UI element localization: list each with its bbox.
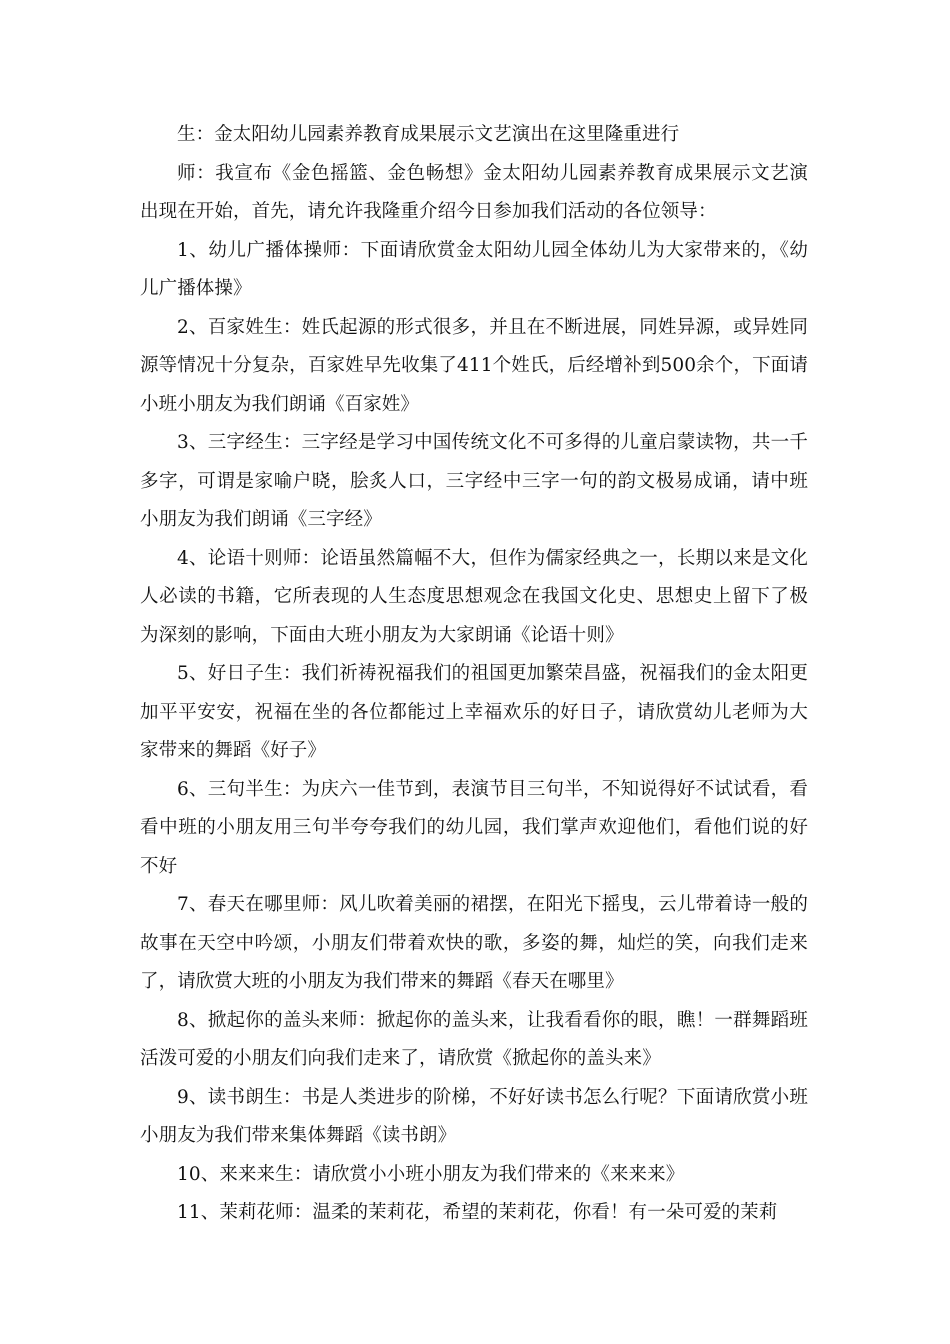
program-item-11: 11、茉莉花师：温柔的茉莉花，希望的茉莉花，你看！有一朵可爱的茉莉 bbox=[177, 1202, 778, 1223]
program-item-7: 7、春天在哪里师：风儿吹着美丽的裙摆，在阳光下摇曳，云儿带着诗一般的故事在天空中吟颂，小朋友们带着欢快的歌，多姿的舞，灿烂的笑，向我们走来了，请欣赏大班的小朋友为我们带来的舞蹈《春天在哪里》 bbox=[140, 894, 808, 992]
program-item-4: 4、论语十则师：论语虽然篇幅不大，但作为儒家经典之一，长期以来是文化人必读的书籍，它所表现的人生态度思想观念在我国文化史、思想史上留下了极为深刻的影响，下面由大班小朋友为大家朗诵《论语十则》 bbox=[140, 547, 808, 646]
program-item-10: 10、来来来生：请欣赏小小班小朋友为我们带来的《来来来》 bbox=[177, 1163, 685, 1185]
program-item-5: 5、好日子生：我们祈祷祝福我们的祖国更加繁荣昌盛，祝福我们的金太阳更加平平安安，祝福在坐的各位都能过上幸福欢乐的好日子，请欣赏幼儿老师为大家带来的舞蹈《好子》 bbox=[140, 663, 808, 761]
program-item-9: 9、读书朗生：书是人类进步的阶梯，不好好读书怎么行呢？下面请欣赏小班小朋友为我们带来集体舞蹈《读书朗》 bbox=[140, 1086, 808, 1146]
paragraph-opening-student: 生：金太阳幼儿园素养教育成果展示文艺演出在这里隆重进行 bbox=[177, 124, 680, 145]
document-body bbox=[140, 116, 808, 1233]
program-item-3: 3、三字经生：三字经是学习中国传统文化不可多得的儿童启蒙读物，共一千多字，可谓是家喻户晓，脍炙人口，三字经中三字一句的韵文极易成诵，请中班小朋友为我们朗诵《三字经》 bbox=[140, 432, 808, 530]
program-item-2: 2、百家姓生：姓氏起源的形式很多，并且在不断进展，同姓异源，或异姓同源等情况十分复杂，百家姓早先收集了411个姓氏，后经增补到500余个，下面请小班小朋友为我们朗诵《百家姓》 bbox=[140, 316, 808, 415]
program-item-1: 1、幼儿广播体操师：下面请欣赏金太阳幼儿园全体幼儿为大家带来的，《幼儿广播体操》 bbox=[140, 239, 808, 299]
paragraph-opening-teacher: 师：我宣布《金色摇篮、金色畅想》金太阳幼儿园素养教育成果展示文艺演出现在开始，首先，请允许我隆重介绍今日参加我们活动的各位领导： bbox=[140, 162, 808, 222]
program-item-6: 6、三句半生：为庆六一佳节到，表演节目三句半，不知说得好不试试看，看看中班的小朋友用三句半夸夸我们的幼儿园，我们掌声欢迎他们，看他们说的好不好 bbox=[140, 778, 808, 877]
program-item-8: 8、掀起你的盖头来师：掀起你的盖头来，让我看看你的眼，瞧！一群舞蹈班活泼可爱的小朋友们向我们走来了，请欣赏《掀起你的盖头来》 bbox=[140, 1009, 808, 1069]
